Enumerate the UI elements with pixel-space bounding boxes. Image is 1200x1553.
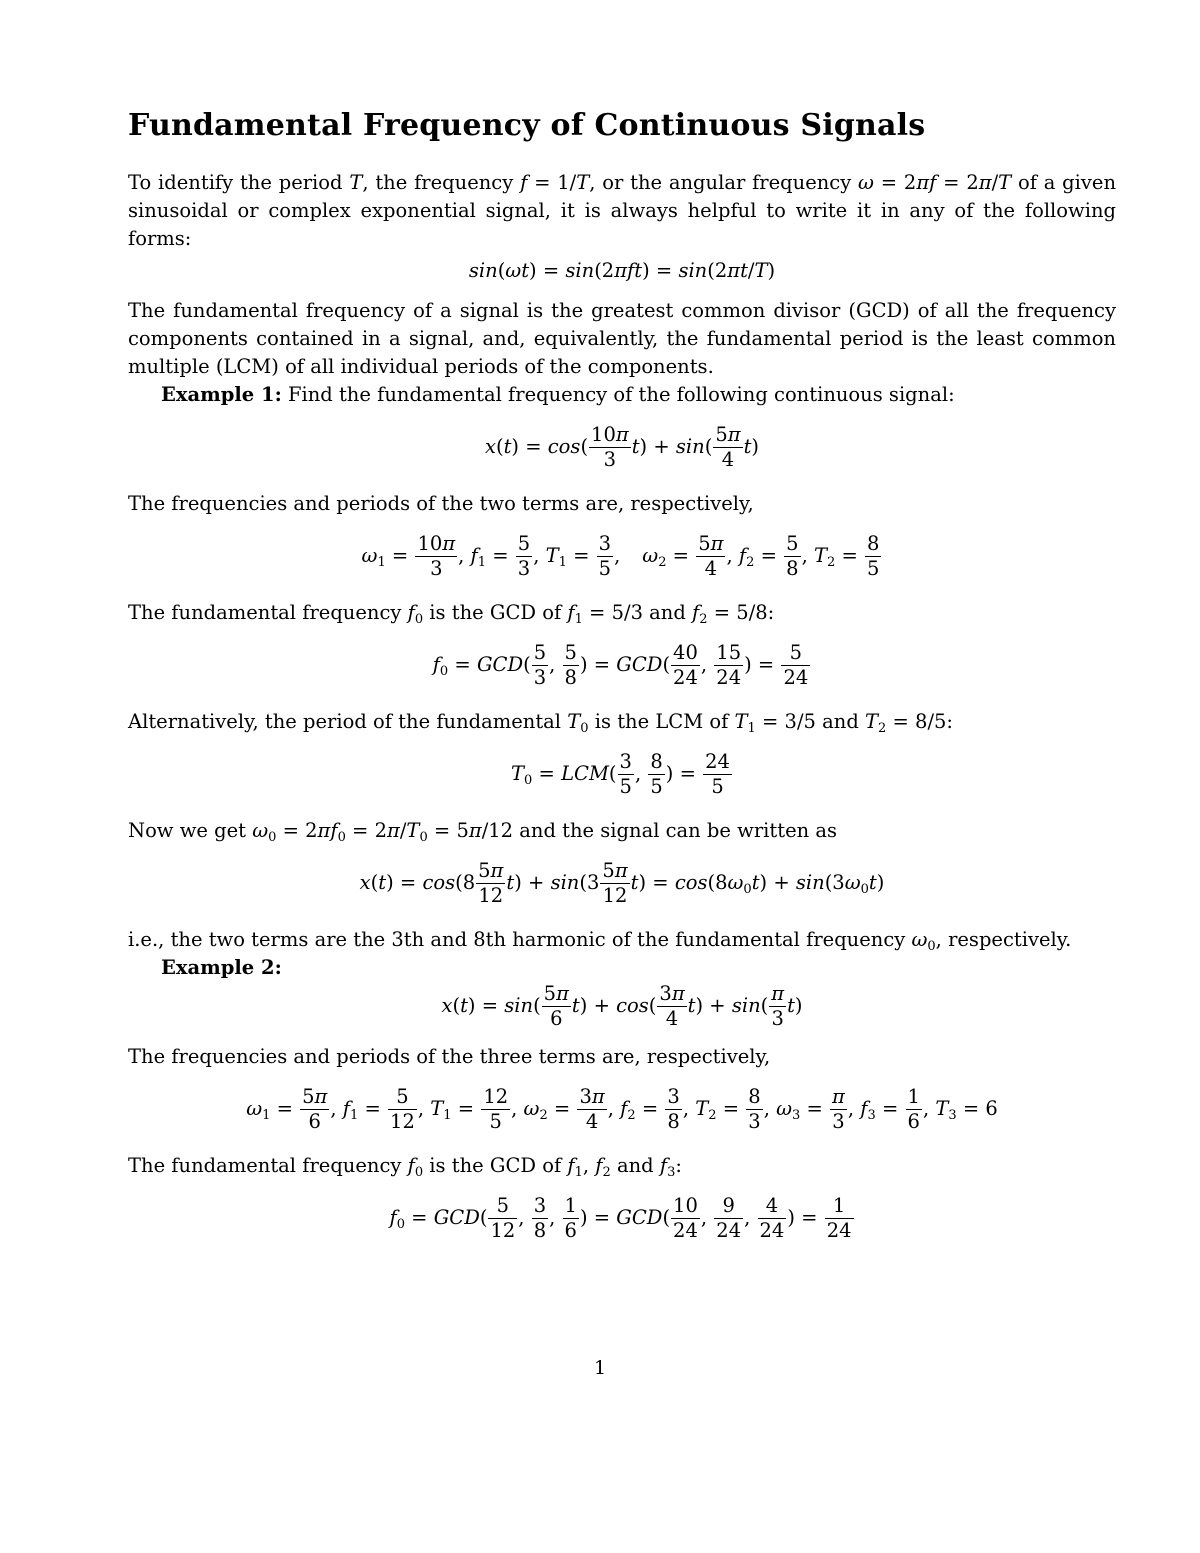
- intro-paragraph: To identify the period T, the frequency f = 1/T, or the angular frequency ω = 2πf = 2π/T of a given sinusoidal or complex exponential signal, it is always helpful to write it in any of the following forms:: [128, 171, 1117, 250]
- equation-example2-components: $\omega_1$ = $\frac{5\pi}{6}$ , $f_1$ = $\frac{5}{12}$ , $T_1$ = $\frac{12}{5}$ , $\omega_2$ = $\frac{3\pi}{4}$ , $f_2$ = $\frac{3}{8}$ , $T_2$ = $\frac{8}{3}$ , $\omega_3$ = $\frac{\pi}{3}$ , $f_3$ = $\frac{1}{6}$ , $T_3 = 6$: [246, 1085, 998, 1133]
- equation-sin-forms: sin(ωt) = sin(2πft) = sin(2πt/T): [468, 259, 776, 282]
- example2-label: Example 2:: [161, 956, 282, 979]
- equation-example1-signal: x(t) = cos( $\frac{10\pi}{3}$ t) + sin( $\frac{5\pi}{4}$ t): [484, 423, 760, 471]
- example1-periods-text: The frequencies and periods of the two terms are, respectively,: [128, 492, 754, 515]
- page-title: Fundamental Frequency of Continuous Signals: [128, 108, 926, 143]
- example1-gcd-text: The fundamental frequency $f_0$ is the GCD of $f_1 = 5/3$ and $f_2 = 5/8$:: [128, 601, 775, 627]
- gcd-definition-paragraph: The fundamental frequency of a signal is the greatest common divisor (GCD) of all the frequency components contained in a signal, and, equivalently, the fundamental period is the least common multiple (LCM) of all individual periods of the components.: [128, 299, 1116, 378]
- equation-example2-gcd: $f_0 = GCD$( $\frac{5}{12}$ , $\frac{3}{8}$ , $\frac{1}{6}$ ) = GCD( $\frac{10}{24}$ , $\frac{9}{24}$ , $\frac{4}{24}$ ) = $\frac{1}{24}$: [389, 1194, 852, 1242]
- example1-now-text: Now we get $\omega_0 = 2\pi f_0 = 2\pi/T_0 = 5\pi/12$ and the signal can be written as: [128, 819, 838, 845]
- example2-gcd-text: The fundamental frequency $f_0$ is the GCD of $f_1$, $f_2$ and $f_3$:: [128, 1154, 682, 1180]
- example1-lcm-text: Alternatively, the period of the fundamental $T_0$ is the LCM of $T_1 = 3/5$ and $T_2 = 8/5$:: [128, 710, 953, 736]
- example1-label: Example 1:: [161, 383, 282, 406]
- equation-example1-components: $\omega_1$ = $\frac{10\pi}{3}$ , $f_1$ = $\frac{5}{3}$ , $T_1$ = $\frac{3}{5}$ , $\omega_2$ = $\frac{5\pi}{4}$ , $f_2$ = $\frac{5}{8}$ , $T_2$ = $\frac{8}{5}$: [361, 532, 880, 580]
- example2-periods-text: The frequencies and periods of the three terms are, respectively,: [128, 1045, 771, 1068]
- equation-example2-signal: x(t) = sin( $\frac{5\pi}{6}$ t) + cos( $\frac{3\pi}{4}$ t) + sin( $\frac{\pi}{3}$ t): [441, 982, 803, 1030]
- equation-example1-lcm: $T_0 = LCM$( $\frac{3}{5}$ , $\frac{8}{5}$ ) = $\frac{24}{5}$: [511, 750, 730, 798]
- example2-intro: [128, 954, 1116, 982]
- example1-prompt: Find the fundamental frequency of the following continuous signal:: [287, 383, 955, 406]
- page-number: 1: [593, 1357, 607, 1379]
- document-page: [128, 108, 1116, 1261]
- equation-example1-gcd: $f_0 = GCD$( $\frac{5}{3}$ , $\frac{5}{8}$ ) = GCD( $\frac{40}{24}$ , $\frac{15}{24}$ ) = $\frac{5}{24}$: [432, 641, 809, 689]
- equation-example1-harmonics: x(t) = cos(8 $\frac{5\pi}{12}$ t) + sin(3 $\frac{5\pi}{12}$ $t) = \cos(8\omega_0t) + \sin(3\omega_0t)$: [359, 859, 885, 907]
- example1-intro: [128, 381, 1116, 409]
- example1-ie-text: i.e., the two terms are the 3th and 8th harmonic of the fundamental frequency $\omega_0$, respectively.: [128, 928, 1072, 954]
